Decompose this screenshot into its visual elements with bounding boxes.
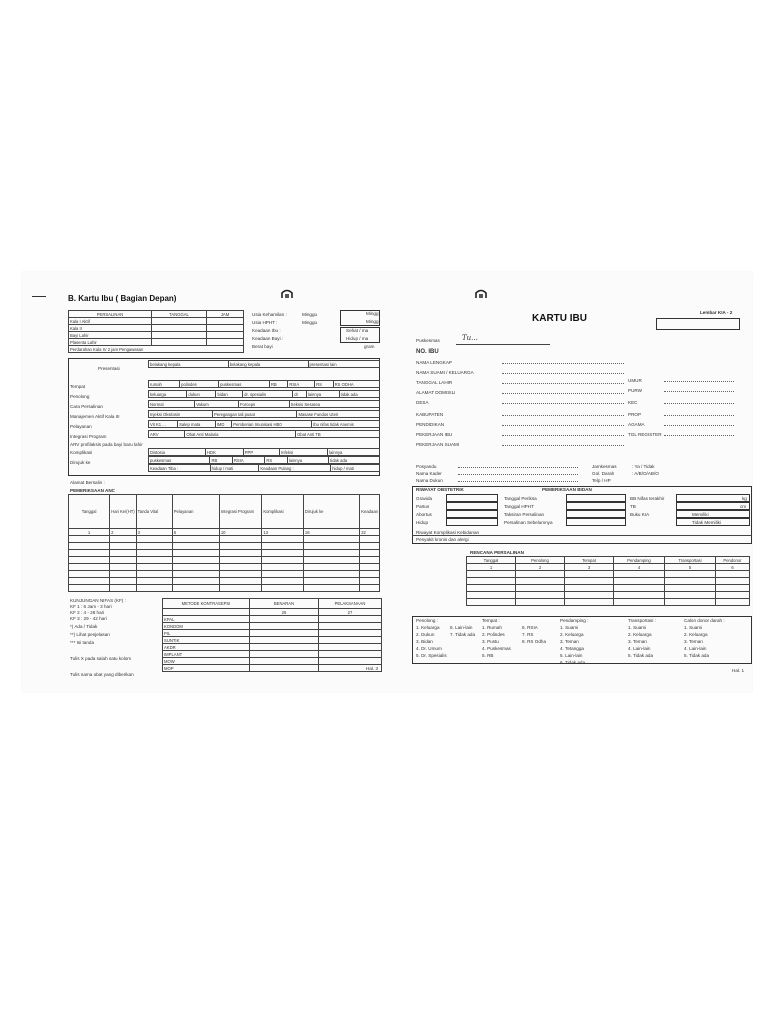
field-right-label: PURW <box>628 388 642 393</box>
section-cara: Cara Persalinan <box>70 404 103 409</box>
rencana-num: 4 <box>614 564 665 571</box>
berat-bayi-unit: gram <box>364 344 375 349</box>
row-cell: Masase Fundus Uteri <box>297 411 380 418</box>
row-cell: RS <box>315 381 334 388</box>
small-sehat: Sehat / ma <box>346 328 369 333</box>
manajemen-row <box>148 410 380 418</box>
field-right-line <box>664 425 734 426</box>
rencana-num: 2 <box>516 564 565 571</box>
obstetrik-input[interactable] <box>446 510 498 518</box>
legend-item: 4. Dr. Umum <box>416 646 442 651</box>
persalinan-row: Plasenta Lahir <box>69 339 152 346</box>
kontrasepsi-num: 27 <box>319 609 382 616</box>
anc-h-komplikasi: Komplikasi <box>262 495 304 529</box>
kunjungan-line: **) Lihat penjelasan <box>70 632 110 637</box>
bidan-value-label: BB Nifas terakhir <box>630 496 665 501</box>
rencana-h: Transportasi <box>665 557 716 564</box>
section-tempat: Tempat <box>70 384 86 389</box>
legend-item: 6. Tidak ada <box>560 660 586 665</box>
field-right-line <box>664 381 734 382</box>
legend-item: 5. Lain-lain <box>560 653 583 658</box>
anc-num: 10 <box>219 529 262 536</box>
row-cell: lainnya <box>328 449 380 456</box>
rencana-h: Penolong <box>516 557 565 564</box>
row-cell: tidak ada <box>339 391 379 398</box>
legend-item: 4. Lain-lain <box>684 646 707 651</box>
kia-memiliki: Memiliki <box>692 512 709 517</box>
bidan-value-input[interactable] <box>676 502 750 510</box>
kunjungan-line: Tulis nama obat yang diberikan <box>70 672 134 677</box>
obstetrik-item: Abortus <box>416 512 432 517</box>
anc-num: 3 <box>136 529 172 536</box>
row-cell: RS ODHA <box>333 381 379 388</box>
kunjungan-line: *) Ada / Tidak <box>70 624 98 629</box>
row-cell: dukun <box>187 391 216 398</box>
row-cell: Vakum <box>195 401 239 408</box>
section-komplikasi: Komplikasi <box>70 450 93 455</box>
presentasi-row <box>148 360 380 368</box>
obstetrik-item: Gravida <box>416 496 433 501</box>
row-cell: Infeksi <box>280 449 328 456</box>
section-arv-note: ARV profilaksis pada bayi baru lahir <box>70 442 143 447</box>
row-cell: Pemberian Imunisasi HB0 <box>232 421 312 428</box>
legend-item: 5. RB <box>482 653 494 658</box>
row-cell: Distosia <box>149 449 206 456</box>
bidan-value-label: TB <box>630 504 636 509</box>
bidan-input[interactable] <box>566 494 626 502</box>
row-cell: Keadaan Pulang : <box>259 465 331 472</box>
field-label: ALAMAT DOMISILI <box>416 390 456 395</box>
col-jam: JAM <box>207 311 244 318</box>
bidan-value-input[interactable] <box>676 494 750 502</box>
pelayanan-row <box>148 420 380 428</box>
rencana-num: 6 <box>716 564 750 571</box>
row-cell: bidan <box>216 391 243 398</box>
bidan-unit: cm <box>740 504 747 509</box>
kia-tidak: Tidak Memiliki <box>692 520 721 525</box>
legend-item: 2. Dukun <box>416 632 435 637</box>
section-presentasi: Presentasi <box>98 366 120 371</box>
anc-title: PEMERIKSAAN ANC <box>70 488 116 493</box>
rencana-h: Pendonor <box>716 557 750 564</box>
kontrasepsi-h-metode: METODE KONTRASEPSI <box>163 599 250 609</box>
field-label: PEKERJAAN IBU <box>416 432 453 437</box>
field-right-label: KEC <box>628 400 638 405</box>
section-penolong: Penolong <box>70 394 90 399</box>
kunjungan-line: KF 3 : 29 - 42 hari <box>70 616 107 621</box>
legend-item: 1. Suami <box>628 625 647 630</box>
anc-h-dirujuk: Dirujuk ke <box>303 495 359 529</box>
legend-item: 8. RS Odha <box>522 639 547 644</box>
block2-label: Nama Kader <box>416 471 442 476</box>
row-cell: belakang kepala <box>149 361 229 368</box>
row-cell: Vit K1 ... <box>149 421 178 428</box>
keadaan-bayi-label: Keadaan Bayi : <box>252 336 284 341</box>
right-title: KARTU IBU <box>532 313 587 324</box>
penolong-row <box>148 390 380 398</box>
row-cell: Injeksi Oksitosin <box>149 411 213 418</box>
row-cell: Obat Anti Malaria <box>185 431 296 438</box>
rencana-num: 3 <box>565 564 614 571</box>
right-page-number: Hal. 1 <box>732 668 745 673</box>
riwayat-obstetrik: RIWAYAT OBSTETRIK <box>416 487 464 492</box>
usia-hpht-unit: Minggu <box>302 320 318 325</box>
penyakit-kronis: Penyakit kronis dan alergi <box>416 537 469 542</box>
block2-right-label: Jamkesmas <box>592 464 617 469</box>
legend-item: 5. Tidak ada <box>684 653 710 658</box>
col-persalinan: PERSALINAN <box>69 311 152 318</box>
komplikasi-row <box>148 448 380 456</box>
row-cell: hidup / mati <box>210 465 259 472</box>
row-cell: IMD <box>215 421 232 428</box>
legend-item: 2. Keluarga <box>628 632 652 637</box>
anc-h-integrasi: Integrasi Program <box>219 495 262 529</box>
small-mingg-2: Mingg <box>366 319 379 324</box>
row-cell: PPP <box>243 449 279 456</box>
anc-h-vital: Tanda Vital <box>136 495 172 529</box>
integrasi-row <box>148 430 380 438</box>
row-cell: Seksio Sesarea <box>289 401 379 408</box>
kunjungan-line: KUNJUNGAN NIFAS (KF) : <box>70 598 126 603</box>
anc-h-tanggal: Tanggal <box>69 495 110 529</box>
bidan-input[interactable] <box>566 510 626 518</box>
row-cell: HDK <box>206 449 244 456</box>
field-line <box>502 363 624 364</box>
anc-num: 22 <box>360 529 380 536</box>
small-hidup: Hidup / ma <box>346 336 369 341</box>
field-line <box>502 445 624 446</box>
field-line <box>502 393 624 394</box>
row-cell: Ibu nifas tidak Anemis <box>312 421 380 428</box>
row-cell: belakang kepala <box>228 361 308 368</box>
field-right-label: UMUR <box>628 378 642 383</box>
form-code: Lembar KIA - 2 <box>700 310 733 315</box>
left-title: B. Kartu Ibu ( Bagian Depan) <box>68 294 177 303</box>
section-manajemen: Manajemen Aktif Kala III <box>70 414 120 419</box>
persalinan-row: Bayi Lahir <box>69 332 152 339</box>
tempat-row <box>148 380 380 388</box>
legend-item: 5. Tidak ada <box>628 653 654 658</box>
legend-item: 4. Puskesmas <box>482 646 511 651</box>
row-cell: Normal <box>149 401 195 408</box>
anc-num: 13 <box>262 529 304 536</box>
field-label: DESA <box>416 400 429 405</box>
right-page <box>392 272 752 692</box>
field-line <box>502 403 624 404</box>
rencana-num: 1 <box>467 564 516 571</box>
anc-num: 2 <box>110 529 137 536</box>
bidan-item: Persalinan Sebelumnya <box>504 520 553 525</box>
legend-item: 2. Keluarga <box>560 632 584 637</box>
field-line <box>502 383 624 384</box>
kontrasepsi-h-pelaksanaan: PELAKSANAAN <box>319 599 382 609</box>
field-label: TANGGAL LAHIR <box>416 380 453 385</box>
anc-h-pelayanan: Pelayanan <box>172 495 219 529</box>
legend-col-title: Penolong : <box>416 618 438 623</box>
rencana-h: Pendamping <box>614 557 665 564</box>
kontrasepsi-item: AKDR <box>163 644 250 651</box>
block2-label: Nama Dukun <box>416 478 443 483</box>
row-cell: Keadaan Tiba : <box>149 465 211 472</box>
persalinan-row: Kala II <box>69 325 152 332</box>
puskesmas-handwritten: Tu... <box>462 334 478 342</box>
legend-item: 1. Suami <box>684 625 703 630</box>
small-mingg-1: Mingg <box>366 311 379 316</box>
binder-clip-icon <box>474 286 488 296</box>
row-cell: polindes <box>180 381 219 388</box>
legend-item: 3. Teman <box>560 639 579 644</box>
field-right-line <box>664 403 734 404</box>
field-label: PEKERJAAN SUAMI <box>416 442 460 447</box>
keadaan-ibu-label: Keadaan Ibu : <box>252 328 281 333</box>
riwayat-komplikasi: Riwayat Komplikasi Kebidanan <box>416 530 480 535</box>
alamat-bersalin: Alamat Bersalin : <box>70 480 105 485</box>
legend-item: 3. Teman <box>684 639 703 644</box>
row-cell: RB <box>269 381 288 388</box>
kontrasepsi-num: 25 <box>250 609 319 616</box>
cara-row <box>148 400 380 408</box>
row-cell: RSIA <box>288 381 315 388</box>
legend-item: 1. Suami <box>560 625 579 630</box>
bidan-input[interactable] <box>566 518 626 526</box>
mark-line <box>32 296 46 297</box>
bidan-value-label: Buku KIA <box>630 512 650 517</box>
legend-col-title: Calon donor darah : <box>684 618 725 623</box>
no-register-box <box>656 318 740 330</box>
block2-line <box>458 481 578 482</box>
obstetrik-input[interactable] <box>446 494 498 502</box>
field-right-line <box>664 415 734 416</box>
row-cell: RS <box>265 457 287 464</box>
pemeriksaan-bidan: PEMERIKSAAN BIDAN <box>542 487 592 492</box>
komplikasi-line <box>412 535 752 536</box>
persalinan-row: Perdarahan Kala IV 2 jam Pengawasan <box>69 346 244 353</box>
legend-item: 1. Keluarga <box>416 625 440 630</box>
section-pelayanan: Pelayanan <box>70 424 92 429</box>
anc-num: 18 <box>303 529 359 536</box>
dirujuk-row <box>148 456 380 464</box>
rencana-h: Tempat <box>565 557 614 564</box>
rencana-h: Tanggal <box>467 557 516 564</box>
field-right-label: PROP <box>628 412 642 417</box>
left-page-number: Hal. 3 <box>366 666 379 671</box>
field-line <box>502 373 624 374</box>
anc-num: 6 <box>172 529 219 536</box>
legend-item: 2. Keluarga <box>684 632 708 637</box>
legend-item: 5. Dr. Spesialis <box>416 653 447 658</box>
row-cell: tidak ada <box>329 457 380 464</box>
field-label: NAMA SUAMI / KELUARGA <box>416 370 474 375</box>
row-cell: hidup / mati <box>331 465 380 472</box>
block2-label: Posyandu <box>416 464 437 469</box>
rencana-num: 5 <box>665 564 716 571</box>
col-tanggal: TANGGAL <box>152 311 207 318</box>
obstetrik-input[interactable] <box>446 502 498 510</box>
legend-item: 6. RSIA <box>522 625 538 630</box>
field-right-line <box>664 391 734 392</box>
row-cell: RB <box>210 457 232 464</box>
kunjungan-line: *** Isi tanda <box>70 640 95 645</box>
anc-h-keadaan: Keadaan <box>360 495 380 529</box>
section-dirujuk: Dirujuk ke <box>70 460 91 465</box>
kontrasepsi-item: MOP <box>163 665 250 672</box>
puskesmas-line <box>456 344 550 345</box>
row-cell: RSIA <box>232 457 264 464</box>
field-line <box>502 415 624 416</box>
keadaan-row <box>148 464 380 472</box>
block2-value: : A/B/O/AB/O <box>632 471 659 476</box>
row-cell: dr. spesialis <box>243 391 293 398</box>
block2-line <box>458 467 578 468</box>
photographed-sheet <box>22 272 752 692</box>
bidan-item: Tanggal Periksa <box>504 496 537 501</box>
obstetrik-item: Hidup <box>416 520 429 525</box>
field-label: NAMA LENGKAP <box>416 360 452 365</box>
kontrasepsi-item: IMPLANT <box>163 651 250 658</box>
row-cell: rumah <box>149 381 180 388</box>
field-right-line <box>664 435 734 436</box>
field-label: KABUPATEN <box>416 412 444 417</box>
anc-table <box>68 494 380 592</box>
legend-item: 3. Pustu <box>482 639 499 644</box>
legend-item: 4. Tetangga <box>560 646 584 651</box>
kontrasepsi-item: PIL <box>163 630 250 637</box>
block2-line <box>458 474 578 475</box>
obstetrik-item: Partus <box>416 504 430 509</box>
usia-hpht-label: Usia HPHT : <box>252 320 278 325</box>
kunjungan-line: Tulis X pada salah satu kolom <box>70 656 132 661</box>
block2-value: : Ya / Tidak <box>632 464 655 469</box>
kontrasepsi-table <box>162 598 382 672</box>
kontrasepsi-item: MOW <box>163 658 250 665</box>
row-cell: puskesmas <box>219 381 270 388</box>
row-cell: presentasi lain <box>308 361 379 368</box>
row-cell: lainnya <box>287 457 328 464</box>
field-label: PENDIDIKAN <box>416 422 445 427</box>
kunjungan-line: KF 1 : 6 Jam - 3 hari <box>70 604 112 609</box>
row-cell: keluarga <box>149 391 187 398</box>
legend-item: 7. Tidak ada <box>450 632 476 637</box>
block2-right-label: Gol. Darah <box>592 471 615 476</box>
kontrasepsi-item: KONDOM <box>163 623 250 630</box>
kontrasepsi-item: KPAL <box>163 616 250 623</box>
berat-bayi-label: Berat bayi <box>252 344 273 349</box>
kontrasepsi-item: SUNTIK <box>163 637 250 644</box>
usia-kehamilan-label: Usia Kehamilan : <box>252 312 287 317</box>
rencana-title: RENCANA PERSALINAN <box>470 550 524 555</box>
kunjungan-line: KF 2 : 4 - 28 hari <box>70 610 105 615</box>
puskesmas-label: Puskesmas <box>416 338 440 343</box>
field-right-label: AGAMA <box>628 422 645 427</box>
row-cell: Salep mata <box>178 421 216 428</box>
kia-memiliki-box[interactable] <box>676 510 750 518</box>
legend-item: 4. Lain-lain <box>628 646 651 651</box>
legend-item: 7. RS <box>522 632 534 637</box>
row-cell: Obat Anti TB <box>295 431 379 438</box>
persalinan-row: Kala I Aktif <box>69 318 152 325</box>
row-cell: Forceps <box>239 401 290 408</box>
legend-item: 1. Rumah <box>482 625 502 630</box>
row-cell: lainnya <box>306 391 339 398</box>
bidan-item: Taksiran Persalinan <box>504 512 545 517</box>
persalinan-table <box>68 310 244 353</box>
legend-col-title: Transportasi : <box>628 618 656 623</box>
binder-clip-icon <box>280 286 294 296</box>
rencana-table <box>466 556 750 606</box>
section-integrasi: Integrasi Program <box>70 434 107 439</box>
legend-item: 2. Polindes <box>482 632 505 637</box>
row-cell: ARV <box>149 431 185 438</box>
row-cell: dr <box>293 391 307 398</box>
field-right-label: TGL REGISTER <box>628 432 662 437</box>
no-ibu-label: NO. IBU <box>416 349 439 355</box>
legend-item: 3. Teman <box>628 639 647 644</box>
legend-col-title: Tempat : <box>482 618 500 623</box>
legend-col-title: Pendamping : <box>560 618 589 623</box>
row-cell: Peregangan tali pusat <box>213 411 297 418</box>
usia-kehamilan-unit: Minggu <box>302 312 318 317</box>
row-cell: puskesmas <box>149 457 210 464</box>
anc-num: 1 <box>69 529 110 536</box>
bidan-unit: kg <box>742 496 747 501</box>
bidan-input[interactable] <box>566 502 626 510</box>
legend-item: 6. Lain-lain <box>450 625 473 630</box>
obstetrik-input[interactable] <box>446 518 498 526</box>
field-line <box>502 425 624 426</box>
legend-item: 3. Bidan <box>416 639 433 644</box>
left-page <box>22 272 388 692</box>
kontrasepsi-h-benaran: BENARAN <box>250 599 319 609</box>
block2-right-label: Telp / HP <box>592 478 611 483</box>
field-line <box>502 435 624 436</box>
bidan-item: Tanggal HPHT <box>504 504 534 509</box>
anc-h-hari: Hari Ke/(HT) <box>110 495 137 529</box>
